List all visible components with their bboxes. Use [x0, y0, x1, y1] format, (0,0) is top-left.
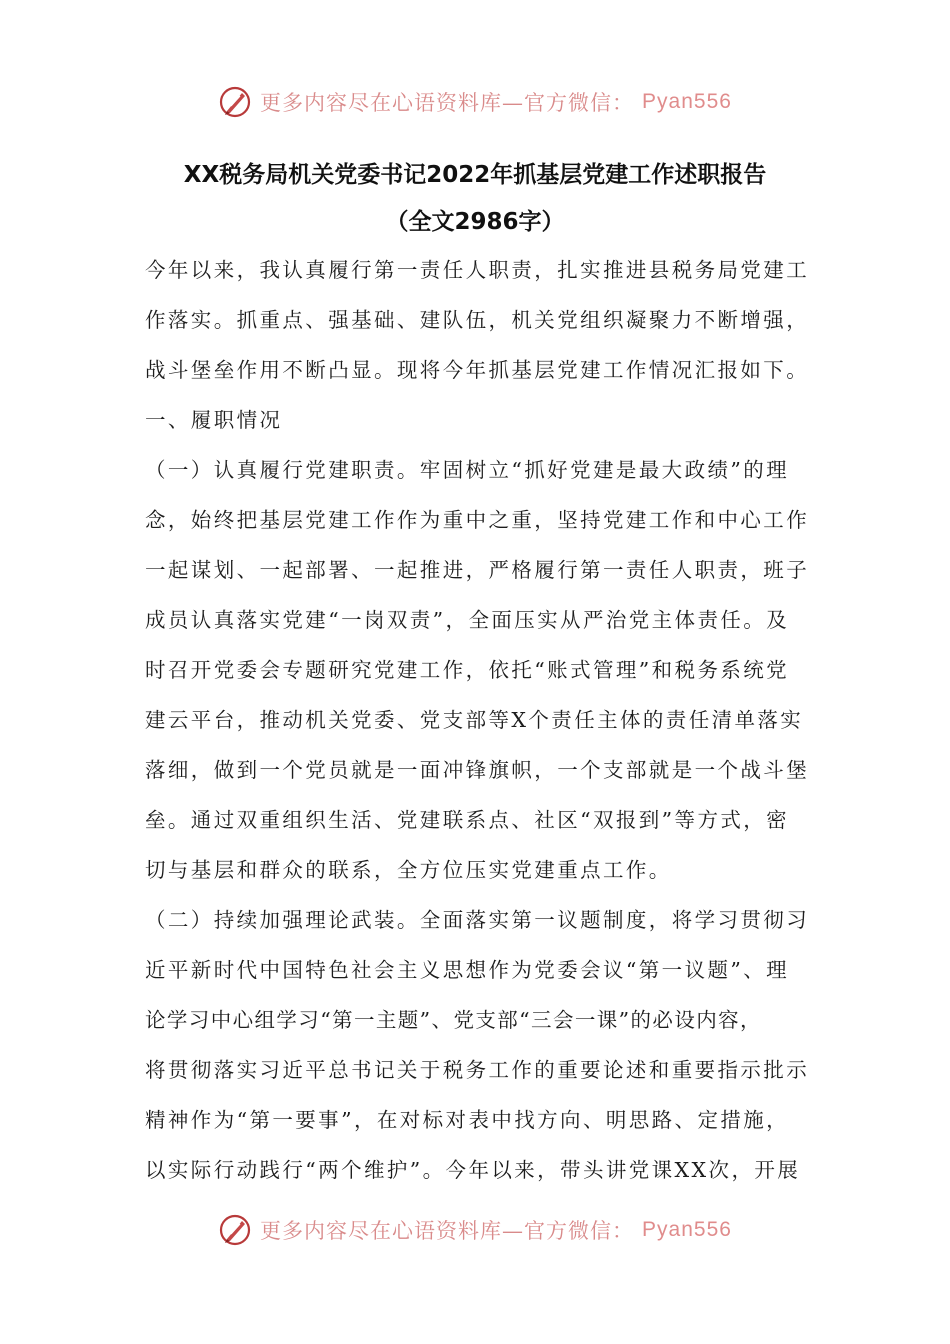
quill-logo-icon: [218, 85, 252, 119]
quill-logo-icon: [218, 1213, 252, 1247]
body-line: 切与基层和群众的联系，全方位压实党建重点工作。: [145, 858, 672, 882]
document-title: XX税务局机关党委书记2022年抓基层党建工作述职报告: [183, 162, 767, 188]
body-line: 近平新时代中国特色社会主义思想作为党委会议“第一议题”、理: [145, 958, 790, 982]
section-heading: 一、履职情况: [145, 408, 283, 432]
body-line: 时召开党委会专题研究党建工作，依托“账式管理”和税务系统党: [145, 658, 790, 682]
body-line: 落细，做到一个党员就是一面冲锋旗帜，一个支部就是一个战斗堡: [145, 758, 810, 782]
body-line: 将贯彻落实习近平总书记关于税务工作的重要论述和重要指示批示: [145, 1058, 810, 1082]
document-subtitle: （全文2986字）: [385, 209, 565, 235]
footer-watermark-banner: [0, 1210, 950, 1250]
document-body: [145, 250, 817, 1200]
body-line: 作落实。抓重点、强基础、建队伍，机关党组织凝聚力不断增强，: [145, 308, 810, 332]
watermark-text: 更多内容尽在心语资料库—官方微信：: [260, 91, 635, 115]
watermark-text: 更多内容尽在心语资料库—官方微信：: [260, 1219, 635, 1243]
body-line: （一）认真履行党建职责。牢固树立“抓好党建是最大政绩”的理: [145, 458, 790, 482]
watermark-handle: Pyan556: [642, 1218, 732, 1241]
header-watermark-banner: [0, 82, 950, 122]
body-line: （二）持续加强理论武装。全面落实第一议题制度，将学习贯彻习: [145, 908, 810, 932]
body-line: 一起谋划、一起部署、一起推进，严格履行第一责任人职责，班子: [145, 558, 810, 582]
body-line: 垒。通过双重组织生活、党建联系点、社区“双报到”等方式，密: [145, 808, 790, 832]
body-line: 建云平台，推动机关党委、党支部等X个责任主体的责任清单落实: [145, 708, 804, 732]
body-line: 精神作为“第一要事”，在对标对表中找方向、明思路、定措施，: [145, 1108, 790, 1132]
body-line: 今年以来，我认真履行第一责任人职责，扎实推进县税务局党建工: [145, 258, 810, 282]
watermark-handle: Pyan556: [642, 90, 732, 113]
body-line: 战斗堡垒作用不断凸显。现将今年抓基层党建工作情况汇报如下。: [145, 358, 810, 382]
body-line: 以实际行动践行“两个维护”。今年以来，带头讲党课XX次，开展: [145, 1158, 801, 1182]
body-line: 论学习中心组学习“第一主题”、党支部“三会一课”的必设内容，: [145, 1008, 762, 1032]
body-line: 念，始终把基层党建工作作为重中之重，坚持党建工作和中心工作: [145, 508, 810, 532]
body-line: 成员认真落实党建“一岗双责”，全面压实从严治党主体责任。及: [145, 608, 790, 632]
